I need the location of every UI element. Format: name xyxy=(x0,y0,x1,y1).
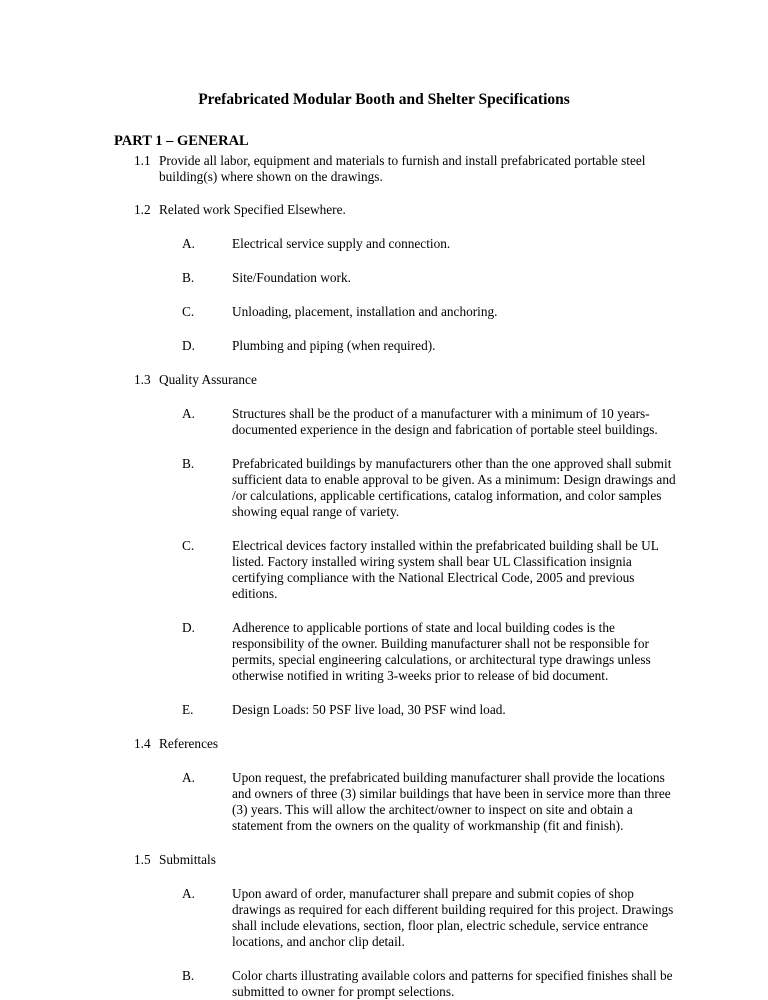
section-number: 1.4 xyxy=(134,736,151,751)
list-item xyxy=(182,406,682,438)
list-item xyxy=(182,236,682,252)
item-text: Unloading, placement, installation and anchoring. xyxy=(232,304,498,319)
item-letter: A. xyxy=(182,406,195,421)
list-item xyxy=(182,702,682,718)
item-letter: B. xyxy=(182,456,195,471)
section-number: 1.1 xyxy=(134,153,151,168)
list-item xyxy=(182,770,682,834)
item-letter: C. xyxy=(182,304,195,319)
section-heading xyxy=(134,202,654,218)
list-item xyxy=(182,456,682,520)
item-letter: B. xyxy=(182,270,195,285)
section-1-4 xyxy=(0,736,768,834)
item-text: Adherence to applicable portions of state and local building codes is the responsibility of the owner. Building manufacturer shall not be responsible for permits, special engineering calculations, or architectural type drawings unless otherwise notified in writing 3-weeks prior to release of bid document. xyxy=(232,620,651,683)
document-body xyxy=(0,153,768,1000)
item-letter: D. xyxy=(182,620,195,635)
item-letter: D. xyxy=(182,338,195,353)
item-text: Electrical service supply and connection. xyxy=(232,236,451,251)
list-item xyxy=(182,538,682,602)
item-text: Plumbing and piping (when required). xyxy=(232,338,436,353)
section-number: 1.3 xyxy=(134,372,151,387)
list-item xyxy=(182,338,682,354)
item-text: Structures shall be the product of a manufacturer with a minimum of 10 years-documented experience in the design and fabrication of portable steel buildings. xyxy=(232,406,658,437)
section-1-2 xyxy=(0,202,768,354)
item-text: Site/Foundation work. xyxy=(232,270,351,285)
item-letter: E. xyxy=(182,702,194,717)
section-number: 1.2 xyxy=(134,202,151,217)
item-letter: A. xyxy=(182,770,195,785)
item-letter: A. xyxy=(182,886,195,901)
item-text: Electrical devices factory installed within the prefabricated building shall be UL listed. Factory installed wiring system shall bear UL Classification insignia certifying compliance with the National Electrical Code, 2005 and previous editions. xyxy=(232,538,659,601)
part-heading: PART 1 – GENERAL xyxy=(114,133,249,149)
list-item xyxy=(182,270,682,286)
section-heading xyxy=(134,153,654,185)
item-text: Design Loads: 50 PSF live load, 30 PSF wind load. xyxy=(232,702,506,717)
list-item xyxy=(182,968,682,1000)
section-heading xyxy=(134,852,654,868)
item-text: Upon award of order, manufacturer shall prepare and submit copies of shop drawings as required for each different building required for this project. Drawings shall include elevations, section, floor plan, electric schedule, service entrance locations, and anchor clip detail. xyxy=(232,886,674,949)
item-text: Color charts illustrating available colors and patterns for specified finishes shall be submitted to owner for prompt selections. xyxy=(232,968,673,999)
section-text: Submittals xyxy=(159,852,216,867)
section-1-3 xyxy=(0,372,768,718)
section-1-1 xyxy=(0,153,768,185)
list-item xyxy=(182,620,682,684)
item-text: Prefabricated buildings by manufacturers other than the one approved shall submit sufficient data to enable approval to be given. As a minimum: Design drawings and /or calculations, applicable certifications, catalog information, and color samples showing equal range of variety. xyxy=(232,456,676,519)
section-heading xyxy=(134,372,654,388)
item-letter: C. xyxy=(182,538,195,553)
section-text: Related work Specified Elsewhere. xyxy=(159,202,346,217)
section-1-5 xyxy=(0,852,768,1000)
list-item xyxy=(182,886,682,950)
item-letter: A. xyxy=(182,236,195,251)
list-item xyxy=(182,304,682,320)
section-heading xyxy=(134,736,654,752)
section-text: Quality Assurance xyxy=(159,372,257,387)
section-number: 1.5 xyxy=(134,852,151,867)
item-letter: B. xyxy=(182,968,195,983)
document-title: Prefabricated Modular Booth and Shelter Specifications xyxy=(198,91,570,108)
section-text: References xyxy=(159,736,219,751)
item-text: Upon request, the prefabricated building manufacturer shall provide the locations and owners of three (3) similar buildings that have been in service more than three (3) years. This will allow the architect/owner to inspect on site and obtain a statement from the owners on the quality of workmanship (fit and finish). xyxy=(232,770,671,833)
section-text: Provide all labor, equipment and materials to furnish and install prefabricated portable steel building(s) where shown on the drawings. xyxy=(159,153,646,184)
